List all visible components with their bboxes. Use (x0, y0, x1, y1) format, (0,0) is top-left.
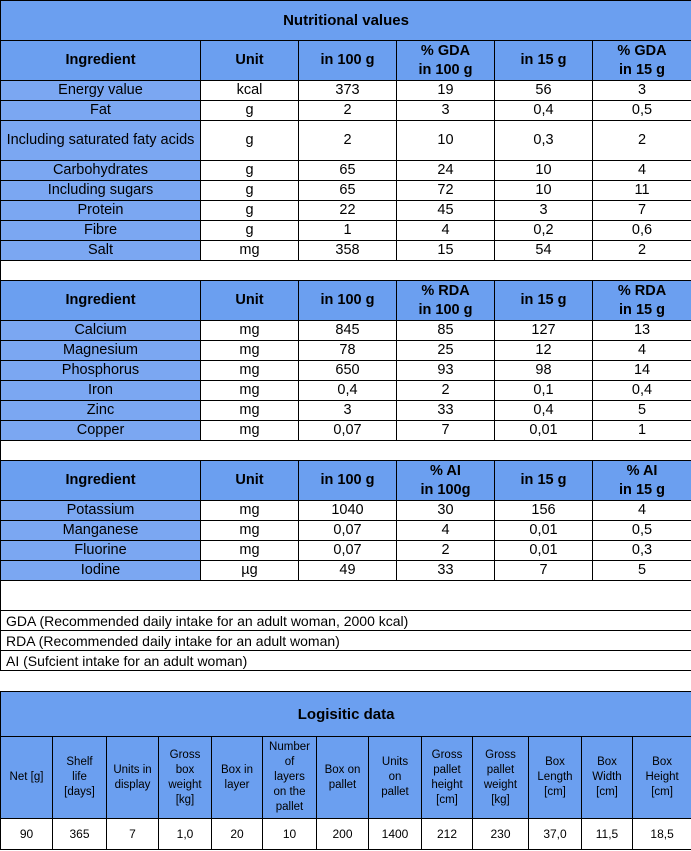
column-header-text: % RDA (421, 282, 470, 299)
nutrient-value: 12 (495, 341, 593, 361)
nutrient-name: Carbohydrates (1, 161, 201, 181)
logistics-header-text: [cm] (651, 786, 673, 798)
nutrient-value: 0,4 (299, 381, 397, 401)
logistics-header-text: weight (483, 778, 518, 791)
column-header-text: in 15 g (619, 481, 665, 498)
nutrient-value: 19 (397, 81, 495, 101)
logistics-column-header (1, 737, 53, 819)
nutrient-value: 3 (299, 401, 397, 421)
column-header (495, 281, 593, 321)
section-spacer (1, 261, 691, 281)
logistics-header-text: Gross (169, 748, 201, 761)
logistics-value: 230 (473, 819, 529, 850)
column-header-text: % AI (430, 462, 461, 479)
logistics-header-text: Number (269, 741, 310, 753)
logistics-column-header (582, 737, 633, 819)
note-text: AI (Sufcient intake for an adult woman) (1, 651, 691, 671)
nutrient-value: 3 (593, 81, 691, 101)
nutrient-value: 93 (397, 361, 495, 381)
nutrient-value: 24 (397, 161, 495, 181)
nutrient-value: 0,07 (299, 521, 397, 541)
nutrient-row (1, 181, 691, 201)
logistics-header-text: weight (168, 778, 202, 791)
column-header-text: Unit (235, 292, 264, 308)
nutrient-value: 10 (495, 181, 593, 201)
logistics-header-text: Box in (221, 763, 253, 776)
nutrient-name: Fat (1, 101, 201, 121)
logistics-column-header (212, 737, 263, 819)
nutrient-row (1, 381, 691, 401)
column-header (299, 461, 397, 501)
logistics-header-text: [cm] (436, 793, 458, 806)
column-header (593, 281, 691, 321)
column-header (1, 461, 201, 501)
nutrient-value: 0,5 (593, 101, 691, 121)
section-spacer (1, 441, 691, 461)
nutrient-value: mg (201, 241, 299, 261)
nutrient-value: mg (201, 401, 299, 421)
nutrient-value: 10 (397, 121, 495, 161)
column-header-text: in 15 g (619, 61, 665, 78)
nutrient-value: 54 (495, 241, 593, 261)
nutrient-value: mg (201, 541, 299, 561)
logistics-header-text: Box (652, 756, 672, 768)
column-header-text: in 15 g (520, 292, 567, 308)
nutrient-row (1, 401, 691, 421)
spacer-cell (1, 581, 691, 611)
nutrient-value: 0,4 (495, 401, 593, 421)
logistics-header-text: Gross (485, 748, 516, 761)
nutrient-name: Potassium (1, 501, 201, 521)
note-text: GDA (Recommended daily intake for an adult woman, 2000 kcal) (1, 611, 691, 631)
column-header-text: % GDA (420, 42, 471, 59)
nutrient-name: Phosphorus (1, 361, 201, 381)
logistics-header-text: [days] (64, 786, 95, 798)
nutrient-name: Protein (1, 201, 201, 221)
logistics-value: 212 (422, 819, 473, 850)
logistics-column-header (633, 737, 691, 819)
column-header-text: Ingredient (65, 292, 136, 308)
nutrient-value: 33 (397, 401, 495, 421)
nutrient-name: Including sugars (1, 181, 201, 201)
column-header-text: Unit (235, 472, 264, 488)
logistics-value: 1400 (369, 819, 422, 850)
logistics-column-header (422, 737, 473, 819)
logistics-header-text: Units in (113, 763, 152, 776)
column-header (299, 41, 397, 81)
nutrient-name: Magnesium (1, 341, 201, 361)
column-header-text: Ingredient (65, 472, 136, 488)
note-text: RDA (Recommended daily intake for an adult woman) (1, 631, 691, 651)
logistics-header-text: Height (645, 771, 679, 783)
logistics-header-text: height (431, 778, 463, 791)
logistics-header-text: [kg] (175, 793, 195, 806)
column-header-text: in 100 g (418, 61, 473, 78)
nutrient-value: 2 (299, 101, 397, 121)
logistics-header-text: of (284, 756, 295, 768)
nutrient-value: 72 (397, 181, 495, 201)
nutrient-value: 4 (397, 521, 495, 541)
nutrient-row (1, 521, 691, 541)
nutrient-value: 33 (397, 561, 495, 581)
nutrient-value: 4 (593, 341, 691, 361)
logistics-header-text: Shelf (66, 756, 93, 768)
nutrient-value: 0,01 (495, 521, 593, 541)
nutrient-value: 373 (299, 81, 397, 101)
nutrient-row (1, 81, 691, 101)
section-spacer (1, 581, 691, 611)
nutrient-name: Iodine (1, 561, 201, 581)
nutrient-value: mg (201, 521, 299, 541)
nutrient-name: Zinc (1, 401, 201, 421)
logistics-header-text: layer (224, 778, 250, 791)
logistics-value: 10 (263, 819, 317, 850)
nutrient-value: 22 (299, 201, 397, 221)
nutrient-row (1, 501, 691, 521)
logistics-column-header (473, 737, 529, 819)
nutrient-value: 4 (397, 221, 495, 241)
column-header (201, 281, 299, 321)
nutrient-value: mg (201, 341, 299, 361)
logistics-header-text: pallet (328, 778, 357, 791)
nutrient-value: 2 (397, 381, 495, 401)
logistics-values-row (1, 819, 691, 850)
logistics-header-text: on the (273, 786, 306, 798)
nutrient-value: 98 (495, 361, 593, 381)
spacer-cell (1, 441, 691, 461)
nutrient-value: 56 (495, 81, 593, 101)
nutrient-value: 0,4 (495, 101, 593, 121)
nutrient-row (1, 241, 691, 261)
logistics-header-text: layers (274, 771, 305, 783)
nutrient-value: 10 (495, 161, 593, 181)
note-row (1, 651, 691, 671)
nutrient-value: 15 (397, 241, 495, 261)
nutrition-header-row (1, 461, 691, 501)
column-header-text: % RDA (617, 282, 667, 299)
logistics-column-header (159, 737, 212, 819)
nutrient-value: 156 (495, 501, 593, 521)
logistics-header-text: Length (537, 771, 573, 783)
nutrient-value: 2 (397, 541, 495, 561)
nutrient-value: 1040 (299, 501, 397, 521)
logistics-header-text: Box (597, 756, 617, 768)
logistics-header-text: Box on (324, 763, 361, 776)
logistics-column-header (369, 737, 422, 819)
column-header-text: Unit (235, 52, 264, 68)
logistics-value: 200 (317, 819, 369, 850)
note-row (1, 631, 691, 651)
logistics-table (0, 691, 691, 850)
nutrient-name: Manganese (1, 521, 201, 541)
nutrient-value: mg (201, 361, 299, 381)
nutrient-name: Including saturated faty acids (1, 121, 201, 161)
nutrient-value: 85 (397, 321, 495, 341)
nutrient-name: Fibre (1, 221, 201, 241)
logistics-header-text: Gross (431, 748, 463, 761)
nutrient-row (1, 221, 691, 241)
logistics-header-text: pallet (381, 786, 409, 798)
nutrient-value: 845 (299, 321, 397, 341)
column-header-text: in 100 g (320, 292, 375, 308)
nutrient-value: 0,3 (495, 121, 593, 161)
column-header-text: in 100g (420, 481, 471, 498)
nutrient-value: g (201, 201, 299, 221)
logistics-column-header (317, 737, 369, 819)
column-header (593, 461, 691, 501)
logistics-column-header (529, 737, 582, 819)
nutrient-value: g (201, 121, 299, 161)
column-header-text: % GDA (617, 42, 667, 59)
logistics-value: 11,5 (582, 819, 633, 850)
nutrient-value: 127 (495, 321, 593, 341)
logistics-header-text: life (72, 771, 87, 783)
nutrient-value: 14 (593, 361, 691, 381)
nutrient-value: 7 (397, 421, 495, 441)
logistics-header-row (1, 737, 691, 819)
spacer-cell (1, 261, 691, 281)
logistics-column-header (53, 737, 107, 819)
column-header-text: in 100 g (320, 52, 375, 68)
column-header-text: Ingredient (65, 52, 136, 68)
nutrient-row (1, 561, 691, 581)
logistics-title: Logisitic data (1, 692, 691, 737)
nutrient-name: Calcium (1, 321, 201, 341)
logistics-header-text: box (175, 763, 195, 776)
nutrient-value: 3 (495, 201, 593, 221)
logistics-header-text: [kg] (491, 793, 510, 806)
logistics-header-text: on (388, 771, 402, 783)
nutrient-row (1, 161, 691, 181)
nutrient-value: mg (201, 321, 299, 341)
nutrient-row (1, 121, 691, 161)
nutrient-value: 2 (593, 121, 691, 161)
nutrient-value: 0,1 (495, 381, 593, 401)
nutrient-value: 11 (593, 181, 691, 201)
nutrient-value: 25 (397, 341, 495, 361)
nutrient-value: 5 (593, 401, 691, 421)
nutrient-value: 1 (593, 421, 691, 441)
nutrient-row (1, 201, 691, 221)
nutrient-row (1, 421, 691, 441)
nutrition-header-row (1, 281, 691, 321)
nutrient-value: 0,3 (593, 541, 691, 561)
column-header (495, 461, 593, 501)
nutrient-value: µg (201, 561, 299, 581)
logistics-header-text: Width (592, 771, 622, 783)
nutrient-value: g (201, 101, 299, 121)
nutrient-value: 0,01 (495, 541, 593, 561)
column-header (1, 281, 201, 321)
nutrient-value: 0,07 (299, 421, 397, 441)
nutrient-row (1, 341, 691, 361)
nutrient-name: Salt (1, 241, 201, 261)
nutrient-row (1, 101, 691, 121)
nutrient-row (1, 541, 691, 561)
nutrient-value: 0,6 (593, 221, 691, 241)
logistics-header-text: [cm] (596, 786, 618, 798)
nutrient-value: mg (201, 421, 299, 441)
nutrient-value: g (201, 181, 299, 201)
nutrition-header-row (1, 41, 691, 81)
nutrient-value: 0,07 (299, 541, 397, 561)
logistics-column-header (107, 737, 159, 819)
column-header (397, 41, 495, 81)
nutrient-value: 3 (397, 101, 495, 121)
logistics-header-text: pallet (275, 801, 304, 813)
nutrient-value: 49 (299, 561, 397, 581)
nutrient-value: 358 (299, 241, 397, 261)
column-header (201, 461, 299, 501)
logistics-value: 37,0 (529, 819, 582, 850)
column-header (299, 281, 397, 321)
column-header-text: in 15 g (520, 472, 567, 488)
column-header-text: in 100 g (320, 472, 375, 488)
logistics-value: 7 (107, 819, 159, 850)
nutrient-row (1, 361, 691, 381)
nutrient-value: mg (201, 501, 299, 521)
nutrient-row (1, 321, 691, 341)
logistics-value: 1,0 (159, 819, 212, 850)
column-header-text: in 15 g (520, 52, 567, 68)
logistics-value: 20 (212, 819, 263, 850)
logistics-column-header (263, 737, 317, 819)
column-header (1, 41, 201, 81)
logistics-header-text: [cm] (544, 786, 566, 798)
nutrient-value: 13 (593, 321, 691, 341)
nutrient-value: 7 (593, 201, 691, 221)
nutrient-value: g (201, 161, 299, 181)
nutrient-value: 45 (397, 201, 495, 221)
column-header (397, 281, 495, 321)
nutrition-title: Nutritional values (1, 1, 691, 41)
nutrient-value: 5 (593, 561, 691, 581)
nutrient-value: 0,5 (593, 521, 691, 541)
column-header-text: % AI (626, 462, 658, 479)
nutrient-value: 0,2 (495, 221, 593, 241)
nutrient-value: 7 (495, 561, 593, 581)
column-header (201, 41, 299, 81)
logistics-value: 18,5 (633, 819, 691, 850)
nutrient-name: Iron (1, 381, 201, 401)
nutrient-value: 1 (299, 221, 397, 241)
nutrient-value: mg (201, 381, 299, 401)
nutrient-value: kcal (201, 81, 299, 101)
column-header (495, 41, 593, 81)
logistics-header-text: pallet (486, 763, 515, 776)
logistics-value: 90 (1, 819, 53, 850)
column-header (397, 461, 495, 501)
nutrient-value: 650 (299, 361, 397, 381)
nutrient-name: Energy value (1, 81, 201, 101)
nutrient-value: 30 (397, 501, 495, 521)
logistics-header-text: Units (381, 756, 409, 768)
logistics-header-text: display (114, 778, 151, 791)
nutrient-value: 78 (299, 341, 397, 361)
note-row (1, 611, 691, 631)
nutrient-value: 2 (593, 241, 691, 261)
nutrient-value: 0,01 (495, 421, 593, 441)
logistics-value: 365 (53, 819, 107, 850)
nutrient-value: 4 (593, 161, 691, 181)
nutrient-value: 2 (299, 121, 397, 161)
logistics-header-text: Box (545, 756, 565, 768)
column-header-text: in 100 g (418, 301, 473, 318)
column-header (593, 41, 691, 81)
nutrient-value: 0,4 (593, 381, 691, 401)
logistics-header-text: Net [g] (9, 771, 44, 783)
logistics-title-row (1, 692, 691, 737)
nutrient-name: Fluorine (1, 541, 201, 561)
nutrition-title-row (1, 1, 691, 41)
nutrient-value: 65 (299, 181, 397, 201)
nutrient-value: g (201, 221, 299, 241)
nutrient-value: 65 (299, 161, 397, 181)
column-header-text: in 15 g (619, 301, 665, 318)
logistics-header-text: pallet (433, 763, 461, 776)
nutrient-name: Copper (1, 421, 201, 441)
nutrient-value: 4 (593, 501, 691, 521)
